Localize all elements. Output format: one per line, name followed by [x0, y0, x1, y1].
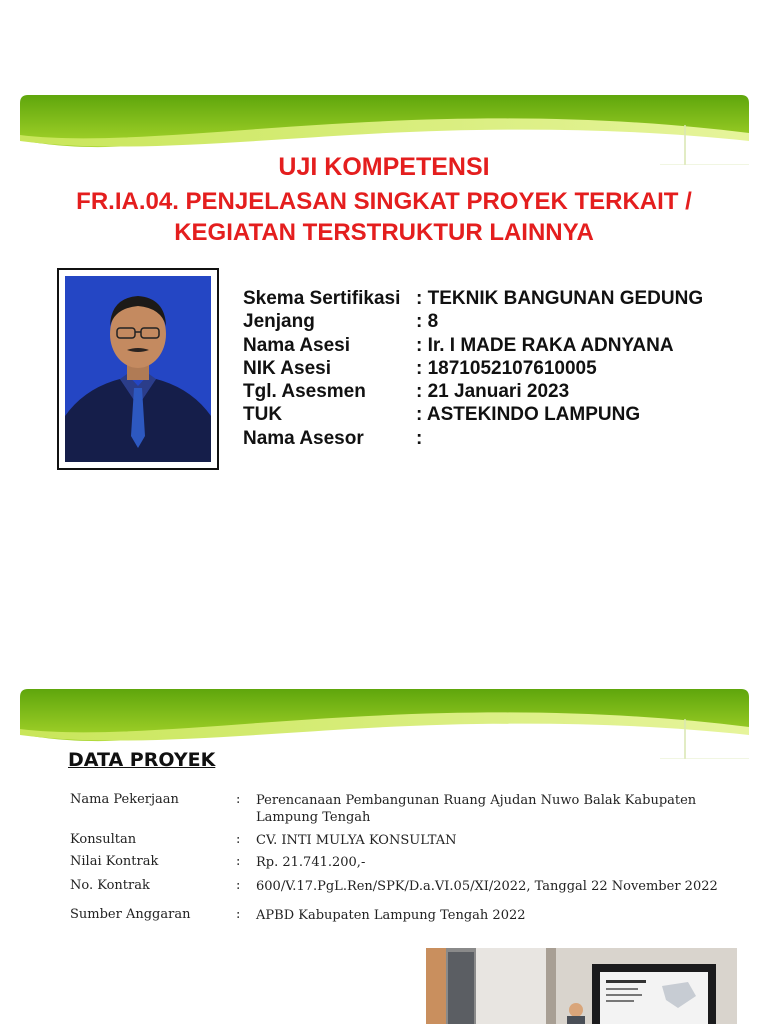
project-value: CV. INTI MULYA KONSULTAN [256, 833, 457, 848]
info-row-skema [243, 287, 703, 310]
info-label: Jenjang [243, 311, 315, 333]
asesi-photo [65, 276, 211, 462]
project-label: No. Kontrak [70, 878, 150, 893]
project-colon: : [236, 907, 241, 922]
info-value: : TEKNIK BANGUNAN GEDUNG [416, 288, 704, 309]
project-value: APBD Kabupaten Lampung Tengah 2022 [256, 908, 526, 923]
project-row-nilai-kontrak [70, 854, 730, 872]
project-label: Nilai Kontrak [70, 854, 159, 869]
asesi-info-list [243, 287, 703, 450]
project-label: Konsultan [70, 832, 137, 847]
asesi-photo-frame [57, 268, 219, 470]
project-value: 600/V.17.PgL.Ren/SPK/D.a.VI.05/XI/2022, Tanggal 22 November 2022 [256, 879, 718, 894]
project-value: Rp. 21.741.200,- [256, 855, 366, 870]
project-meeting-photo [426, 948, 737, 1024]
info-value: : 21 Januari 2023 [416, 381, 570, 403]
info-label: NIK Asesi [243, 357, 331, 379]
info-value: : [416, 427, 423, 449]
project-colon: : [236, 832, 241, 847]
project-row-konsultan [70, 832, 730, 850]
info-label: Nama Asesi [243, 334, 351, 356]
project-label: Nama Pekerjaan [70, 792, 179, 807]
info-value: : Ir. I MADE RAKA ADNYANA [416, 334, 674, 356]
info-value: : 8 [416, 311, 439, 333]
info-row-nama-asesi [243, 334, 703, 357]
project-row-sumber-anggaran [70, 907, 730, 925]
project-label: Sumber Anggaran [70, 907, 191, 922]
info-row-tuk [243, 403, 703, 426]
info-row-nama-asesor [243, 427, 703, 450]
project-colon: : [236, 878, 241, 893]
info-label: TUK [243, 404, 283, 426]
project-value: Perencanaan Pembangunan Ruang Ajudan Nuwo Balak Kabupaten Lampung Tengah [256, 793, 697, 825]
project-row-no-kontrak [70, 878, 730, 896]
project-row-nama-pekerjaan [70, 792, 730, 826]
title-line-2: FR.IA.04. PENJELASAN SINGKAT PROYEK TERKAIT / [76, 188, 692, 215]
info-label: Nama Asesor [243, 427, 364, 449]
title-uji-kompetensi: UJI KOMPETENSI [278, 153, 490, 181]
project-colon: : [236, 854, 241, 869]
info-row-tgl-asesmen [243, 380, 703, 403]
info-label: Tgl. Asesmen [243, 381, 366, 403]
info-row-jenjang [243, 310, 703, 333]
title-form-name [0, 186, 768, 248]
info-value: : 1871052107610005 [416, 357, 597, 379]
project-colon: : [236, 792, 241, 807]
info-label: Skema Sertifikasi [243, 288, 401, 309]
info-value: : ASTEKINDO LAMPUNG [416, 404, 641, 426]
section-title-data-proyek: DATA PROYEK [68, 749, 216, 771]
info-row-nik [243, 357, 703, 380]
title-line-3: KEGIATAN TERSTRUKTUR LAINNYA [174, 219, 594, 246]
